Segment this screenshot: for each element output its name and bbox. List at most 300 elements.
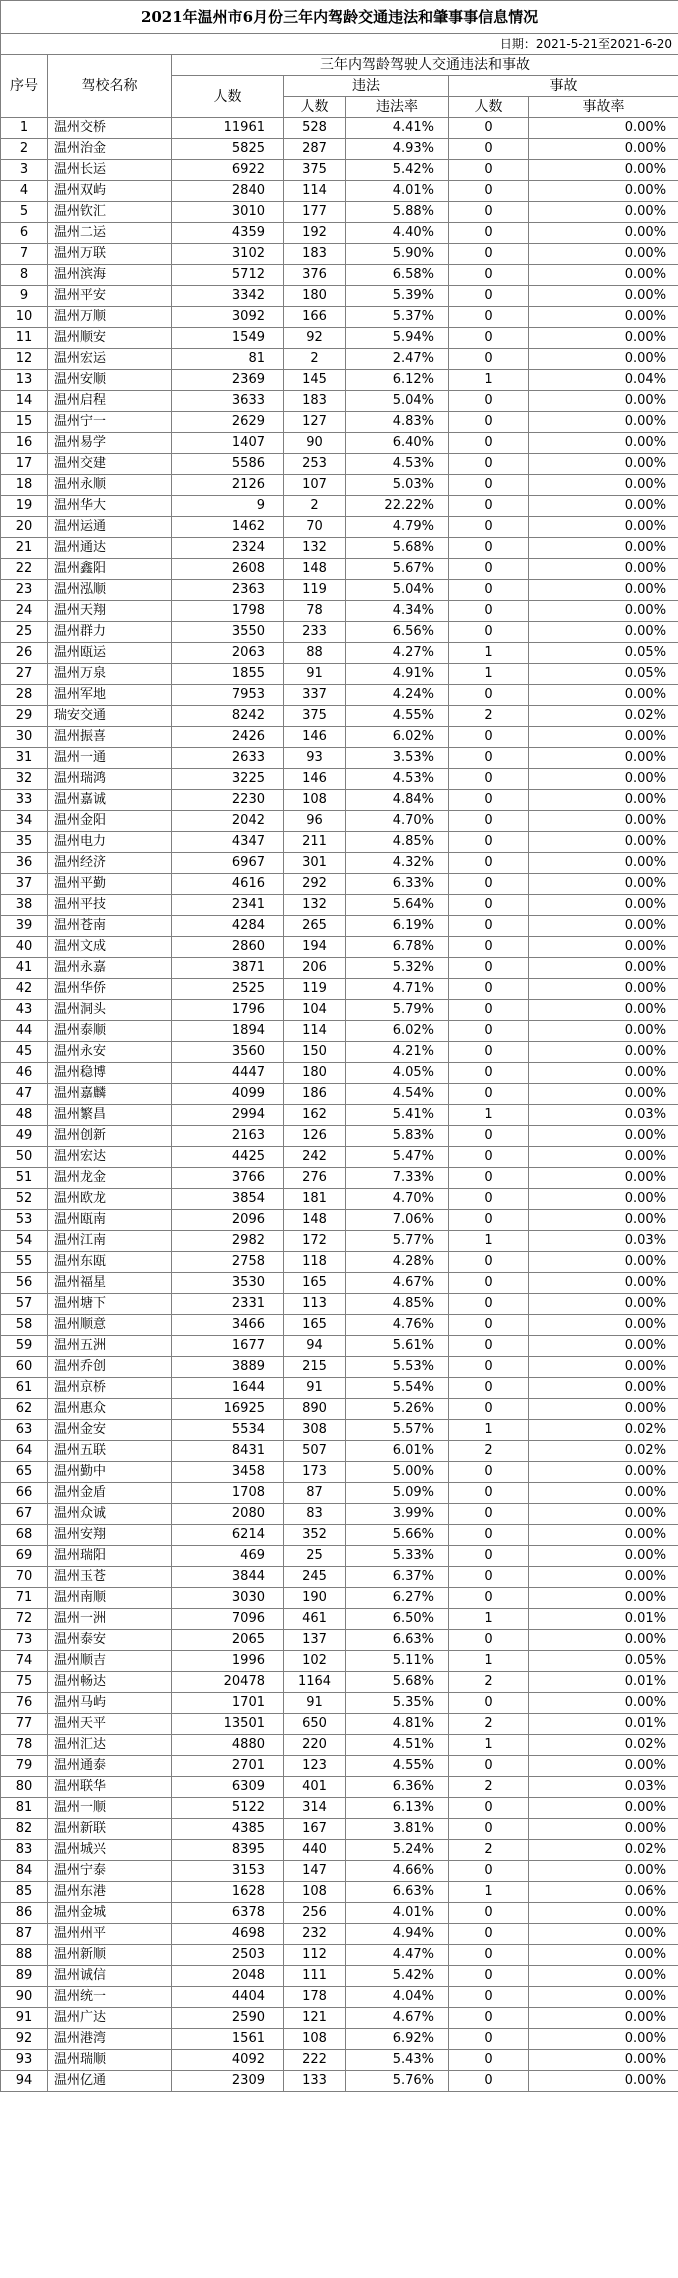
row-viol-count: 220 [284, 1735, 346, 1756]
row-people: 5825 [172, 139, 284, 160]
table-row [1, 1840, 678, 1861]
row-viol-count: 150 [284, 1042, 346, 1063]
table-row [1, 1105, 678, 1126]
row-acc-count: 0 [449, 853, 529, 874]
row-viol-rate: 4.93% [346, 139, 449, 160]
row-viol-count: 177 [284, 202, 346, 223]
table-row [1, 559, 678, 580]
table-row [1, 181, 678, 202]
row-viol-count: 650 [284, 1714, 346, 1735]
table-row [1, 1777, 678, 1798]
row-people: 3871 [172, 958, 284, 979]
row-acc-rate: 0.02% [529, 1735, 678, 1756]
table-row [1, 601, 678, 622]
table-row [1, 1147, 678, 1168]
row-people: 1561 [172, 2029, 284, 2050]
row-acc-rate: 0.00% [529, 223, 678, 244]
row-seq: 33 [1, 790, 48, 811]
row-viol-rate: 7.06% [346, 1210, 449, 1231]
row-acc-count: 0 [449, 2050, 529, 2071]
row-people: 2629 [172, 412, 284, 433]
row-seq: 32 [1, 769, 48, 790]
row-viol-rate: 4.05% [346, 1063, 449, 1084]
table-row [1, 916, 678, 937]
row-school: 温州双屿 [48, 181, 172, 202]
row-seq: 23 [1, 580, 48, 601]
row-acc-count: 0 [449, 979, 529, 1000]
row-viol-count: 233 [284, 622, 346, 643]
row-seq: 71 [1, 1588, 48, 1609]
table-row [1, 1672, 678, 1693]
row-viol-rate: 4.32% [346, 853, 449, 874]
row-viol-rate: 2.47% [346, 349, 449, 370]
row-viol-rate: 5.88% [346, 202, 449, 223]
row-school: 温州治金 [48, 139, 172, 160]
row-acc-count: 0 [449, 265, 529, 286]
header-acc-count: 人数 [449, 97, 529, 118]
table-row [1, 307, 678, 328]
row-school: 温州永安 [48, 1042, 172, 1063]
table-row [1, 2071, 678, 2092]
row-viol-rate: 5.83% [346, 1126, 449, 1147]
row-people: 7096 [172, 1609, 284, 1630]
row-acc-rate: 0.00% [529, 958, 678, 979]
row-school: 温州平安 [48, 286, 172, 307]
row-people: 3092 [172, 307, 284, 328]
row-acc-rate: 0.00% [529, 1021, 678, 1042]
row-seq: 64 [1, 1441, 48, 1462]
sheet-title: 2021年温州市6月份三年内驾龄交通违法和肇事事信息情况 [1, 1, 678, 34]
row-acc-count: 2 [449, 706, 529, 727]
row-school: 温州汇达 [48, 1735, 172, 1756]
row-viol-count: 126 [284, 1126, 346, 1147]
row-viol-count: 91 [284, 664, 346, 685]
row-viol-rate: 6.13% [346, 1798, 449, 1819]
row-seq: 24 [1, 601, 48, 622]
row-school: 温州天翔 [48, 601, 172, 622]
row-acc-rate: 0.00% [529, 1399, 678, 1420]
row-viol-count: 119 [284, 580, 346, 601]
row-school: 温州平勤 [48, 874, 172, 895]
row-acc-rate: 0.00% [529, 454, 678, 475]
row-people: 3854 [172, 1189, 284, 1210]
row-viol-count: 90 [284, 433, 346, 454]
row-acc-count: 0 [449, 1252, 529, 1273]
row-people: 4385 [172, 1819, 284, 1840]
row-school: 温州瑞顺 [48, 2050, 172, 2071]
row-acc-rate: 0.03% [529, 1231, 678, 1252]
row-seq: 8 [1, 265, 48, 286]
row-people: 1996 [172, 1651, 284, 1672]
row-people: 16925 [172, 1399, 284, 1420]
row-viol-rate: 6.50% [346, 1609, 449, 1630]
row-seq: 42 [1, 979, 48, 1000]
row-school: 温州天平 [48, 1714, 172, 1735]
row-acc-rate: 0.00% [529, 727, 678, 748]
row-acc-rate: 0.00% [529, 1168, 678, 1189]
row-viol-count: 190 [284, 1588, 346, 1609]
row-seq: 10 [1, 307, 48, 328]
row-people: 11961 [172, 118, 284, 139]
row-people: 6967 [172, 853, 284, 874]
row-viol-rate: 5.04% [346, 391, 449, 412]
row-seq: 50 [1, 1147, 48, 1168]
table-row [1, 706, 678, 727]
row-acc-count: 0 [449, 2071, 529, 2092]
row-people: 3342 [172, 286, 284, 307]
row-people: 1894 [172, 1021, 284, 1042]
row-viol-rate: 5.94% [346, 328, 449, 349]
row-people: 2590 [172, 2008, 284, 2029]
row-acc-count: 0 [449, 328, 529, 349]
row-viol-count: 183 [284, 391, 346, 412]
table-row [1, 1336, 678, 1357]
row-acc-rate: 0.00% [529, 349, 678, 370]
row-viol-count: 104 [284, 1000, 346, 1021]
row-acc-count: 0 [449, 958, 529, 979]
row-viol-count: 148 [284, 1210, 346, 1231]
row-acc-count: 2 [449, 1672, 529, 1693]
row-acc-count: 0 [449, 1147, 529, 1168]
row-acc-count: 1 [449, 1882, 529, 1903]
row-school: 温州联华 [48, 1777, 172, 1798]
row-viol-rate: 4.41% [346, 118, 449, 139]
row-viol-rate: 6.12% [346, 370, 449, 391]
row-viol-rate: 5.33% [346, 1546, 449, 1567]
header-accident: 事故 [449, 76, 678, 97]
row-school: 温州乔创 [48, 1357, 172, 1378]
row-viol-count: 162 [284, 1105, 346, 1126]
row-people: 3550 [172, 622, 284, 643]
table-row [1, 223, 678, 244]
row-seq: 43 [1, 1000, 48, 1021]
row-seq: 3 [1, 160, 48, 181]
row-people: 3889 [172, 1357, 284, 1378]
row-acc-count: 0 [449, 874, 529, 895]
row-school: 温州一顺 [48, 1798, 172, 1819]
row-acc-rate: 0.00% [529, 496, 678, 517]
row-people: 1708 [172, 1483, 284, 1504]
row-viol-rate: 6.19% [346, 916, 449, 937]
row-viol-rate: 4.70% [346, 811, 449, 832]
row-acc-count: 0 [449, 685, 529, 706]
row-people: 2426 [172, 727, 284, 748]
row-viol-count: 87 [284, 1483, 346, 1504]
row-acc-count: 0 [449, 622, 529, 643]
table-row [1, 1021, 678, 1042]
row-viol-rate: 4.66% [346, 1861, 449, 1882]
row-seq: 6 [1, 223, 48, 244]
row-acc-count: 0 [449, 1819, 529, 1840]
row-people: 4616 [172, 874, 284, 895]
header-group: 三年内驾龄驾驶人交通违法和事故 [172, 55, 678, 76]
row-acc-rate: 0.00% [529, 748, 678, 769]
row-viol-count: 94 [284, 1336, 346, 1357]
row-acc-rate: 0.00% [529, 2050, 678, 2071]
row-school: 温州华侨 [48, 979, 172, 1000]
table-row [1, 1987, 678, 2008]
row-acc-rate: 0.00% [529, 1378, 678, 1399]
row-school: 温州金盾 [48, 1483, 172, 1504]
row-people: 3766 [172, 1168, 284, 1189]
row-school: 温州顺吉 [48, 1651, 172, 1672]
row-viol-rate: 4.01% [346, 181, 449, 202]
table-row [1, 1315, 678, 1336]
row-viol-count: 507 [284, 1441, 346, 1462]
row-viol-rate: 4.91% [346, 664, 449, 685]
row-viol-rate: 4.76% [346, 1315, 449, 1336]
row-viol-rate: 4.71% [346, 979, 449, 1000]
row-viol-count: 121 [284, 2008, 346, 2029]
row-viol-count: 96 [284, 811, 346, 832]
row-people: 469 [172, 1546, 284, 1567]
row-viol-count: 352 [284, 1525, 346, 1546]
row-seq: 38 [1, 895, 48, 916]
header-violation: 违法 [284, 76, 449, 97]
table-row [1, 349, 678, 370]
row-acc-count: 0 [449, 433, 529, 454]
row-viol-rate: 4.40% [346, 223, 449, 244]
table-row [1, 1798, 678, 1819]
row-school: 温州东港 [48, 1882, 172, 1903]
row-school: 温州统一 [48, 1987, 172, 2008]
row-people: 2840 [172, 181, 284, 202]
row-school: 温州创新 [48, 1126, 172, 1147]
row-people: 3030 [172, 1588, 284, 1609]
row-viol-rate: 5.26% [346, 1399, 449, 1420]
row-acc-rate: 0.00% [529, 559, 678, 580]
table-row [1, 979, 678, 1000]
table-row [1, 433, 678, 454]
row-seq: 72 [1, 1609, 48, 1630]
row-people: 1549 [172, 328, 284, 349]
row-school: 温州瓯南 [48, 1210, 172, 1231]
table-row [1, 1357, 678, 1378]
row-acc-rate: 0.00% [529, 118, 678, 139]
row-people: 6378 [172, 1903, 284, 1924]
row-people: 1796 [172, 1000, 284, 1021]
row-acc-count: 0 [449, 1945, 529, 1966]
row-acc-count: 0 [449, 1504, 529, 1525]
row-viol-rate: 5.90% [346, 244, 449, 265]
row-people: 8242 [172, 706, 284, 727]
table-row [1, 853, 678, 874]
row-people: 2126 [172, 475, 284, 496]
row-viol-rate: 5.68% [346, 1672, 449, 1693]
row-people: 5586 [172, 454, 284, 475]
row-acc-rate: 0.00% [529, 685, 678, 706]
row-acc-count: 0 [449, 2029, 529, 2050]
table-row [1, 1714, 678, 1735]
row-people: 1462 [172, 517, 284, 538]
row-viol-rate: 5.77% [346, 1231, 449, 1252]
row-acc-count: 0 [449, 832, 529, 853]
row-school: 温州城兴 [48, 1840, 172, 1861]
table-row [1, 1630, 678, 1651]
row-seq: 91 [1, 2008, 48, 2029]
row-viol-rate: 5.41% [346, 1105, 449, 1126]
row-acc-rate: 0.00% [529, 1210, 678, 1231]
row-viol-rate: 5.57% [346, 1420, 449, 1441]
row-acc-count: 0 [449, 1378, 529, 1399]
row-acc-count: 1 [449, 1609, 529, 1630]
row-viol-rate: 4.85% [346, 1294, 449, 1315]
row-seq: 66 [1, 1483, 48, 1504]
row-acc-count: 0 [449, 1000, 529, 1021]
row-people: 3225 [172, 769, 284, 790]
row-viol-count: 83 [284, 1504, 346, 1525]
row-seq: 47 [1, 1084, 48, 1105]
row-people: 2324 [172, 538, 284, 559]
row-seq: 80 [1, 1777, 48, 1798]
row-seq: 30 [1, 727, 48, 748]
row-school: 温州洞头 [48, 1000, 172, 1021]
row-acc-rate: 0.00% [529, 1567, 678, 1588]
row-viol-rate: 4.84% [346, 790, 449, 811]
row-acc-count: 0 [449, 1987, 529, 2008]
row-acc-count: 0 [449, 937, 529, 958]
row-viol-rate: 6.40% [346, 433, 449, 454]
row-people: 3153 [172, 1861, 284, 1882]
row-viol-rate: 4.67% [346, 1273, 449, 1294]
row-acc-rate: 0.02% [529, 706, 678, 727]
table-row [1, 895, 678, 916]
row-acc-rate: 0.00% [529, 601, 678, 622]
row-acc-rate: 0.03% [529, 1777, 678, 1798]
table-row [1, 1546, 678, 1567]
row-viol-rate: 5.42% [346, 1966, 449, 1987]
row-acc-rate: 0.00% [529, 895, 678, 916]
row-acc-rate: 0.00% [529, 2008, 678, 2029]
row-viol-count: 253 [284, 454, 346, 475]
row-acc-count: 0 [449, 139, 529, 160]
row-school: 温州鑫阳 [48, 559, 172, 580]
row-viol-rate: 3.53% [346, 748, 449, 769]
row-viol-rate: 4.27% [346, 643, 449, 664]
row-viol-rate: 5.53% [346, 1357, 449, 1378]
row-school: 温州宏达 [48, 1147, 172, 1168]
row-acc-count: 0 [449, 1462, 529, 1483]
row-viol-rate: 6.78% [346, 937, 449, 958]
row-people: 4359 [172, 223, 284, 244]
row-acc-count: 0 [449, 1126, 529, 1147]
row-acc-count: 0 [449, 1966, 529, 1987]
row-school: 温州通达 [48, 538, 172, 559]
row-seq: 26 [1, 643, 48, 664]
row-acc-count: 0 [449, 202, 529, 223]
row-viol-count: 245 [284, 1567, 346, 1588]
row-people: 1855 [172, 664, 284, 685]
row-viol-rate: 4.81% [346, 1714, 449, 1735]
table-row [1, 1819, 678, 1840]
row-people: 3530 [172, 1273, 284, 1294]
row-viol-count: 132 [284, 538, 346, 559]
row-seq: 14 [1, 391, 48, 412]
table-row [1, 643, 678, 664]
row-people: 4092 [172, 2050, 284, 2071]
row-seq: 37 [1, 874, 48, 895]
row-acc-count: 0 [449, 1294, 529, 1315]
row-viol-rate: 4.21% [346, 1042, 449, 1063]
header-acc-rate: 事故率 [529, 97, 678, 118]
row-viol-count: 133 [284, 2071, 346, 2092]
row-viol-count: 123 [284, 1756, 346, 1777]
row-seq: 20 [1, 517, 48, 538]
row-acc-count: 0 [449, 790, 529, 811]
row-acc-count: 0 [449, 727, 529, 748]
row-viol-count: 301 [284, 853, 346, 874]
row-viol-rate: 6.58% [346, 265, 449, 286]
row-people: 3102 [172, 244, 284, 265]
row-school: 温州万联 [48, 244, 172, 265]
row-school: 温州华大 [48, 496, 172, 517]
row-acc-rate: 0.00% [529, 1315, 678, 1336]
row-seq: 41 [1, 958, 48, 979]
row-viol-count: 146 [284, 727, 346, 748]
row-seq: 7 [1, 244, 48, 265]
row-acc-rate: 0.00% [529, 160, 678, 181]
table-row [1, 1735, 678, 1756]
row-acc-rate: 0.00% [529, 1504, 678, 1525]
row-viol-rate: 5.66% [346, 1525, 449, 1546]
row-acc-rate: 0.00% [529, 433, 678, 454]
row-school: 瑞安交通 [48, 706, 172, 727]
table-row [1, 748, 678, 769]
row-acc-rate: 0.00% [529, 139, 678, 160]
row-seq: 68 [1, 1525, 48, 1546]
row-viol-count: 146 [284, 769, 346, 790]
header-people: 人数 [172, 76, 284, 118]
row-viol-rate: 6.36% [346, 1777, 449, 1798]
row-acc-rate: 0.00% [529, 1798, 678, 1819]
row-viol-rate: 4.04% [346, 1987, 449, 2008]
row-seq: 56 [1, 1273, 48, 1294]
row-acc-rate: 0.00% [529, 286, 678, 307]
row-seq: 34 [1, 811, 48, 832]
row-acc-rate: 0.00% [529, 622, 678, 643]
row-viol-rate: 5.54% [346, 1378, 449, 1399]
table-row [1, 538, 678, 559]
row-school: 温州诚信 [48, 1966, 172, 1987]
row-acc-rate: 0.00% [529, 412, 678, 433]
row-acc-count: 0 [449, 769, 529, 790]
table-row [1, 1924, 678, 1945]
row-viol-count: 180 [284, 286, 346, 307]
row-acc-rate: 0.00% [529, 1987, 678, 2008]
row-acc-rate: 0.00% [529, 1336, 678, 1357]
row-acc-count: 0 [449, 1546, 529, 1567]
row-acc-count: 0 [449, 538, 529, 559]
row-acc-rate: 0.01% [529, 1672, 678, 1693]
row-acc-count: 0 [449, 1084, 529, 1105]
row-acc-rate: 0.01% [529, 1714, 678, 1735]
row-school: 温州广达 [48, 2008, 172, 2029]
table-row [1, 1399, 678, 1420]
row-acc-count: 0 [449, 244, 529, 265]
table-row [1, 2050, 678, 2071]
row-school: 温州振喜 [48, 727, 172, 748]
row-viol-count: 108 [284, 2029, 346, 2050]
row-acc-rate: 0.00% [529, 391, 678, 412]
row-people: 4698 [172, 1924, 284, 1945]
row-acc-rate: 0.05% [529, 1651, 678, 1672]
row-seq: 13 [1, 370, 48, 391]
table-row [1, 1294, 678, 1315]
row-viol-count: 276 [284, 1168, 346, 1189]
row-school: 温州瓯运 [48, 643, 172, 664]
row-acc-count: 0 [449, 1168, 529, 1189]
row-acc-rate: 0.00% [529, 1966, 678, 1987]
